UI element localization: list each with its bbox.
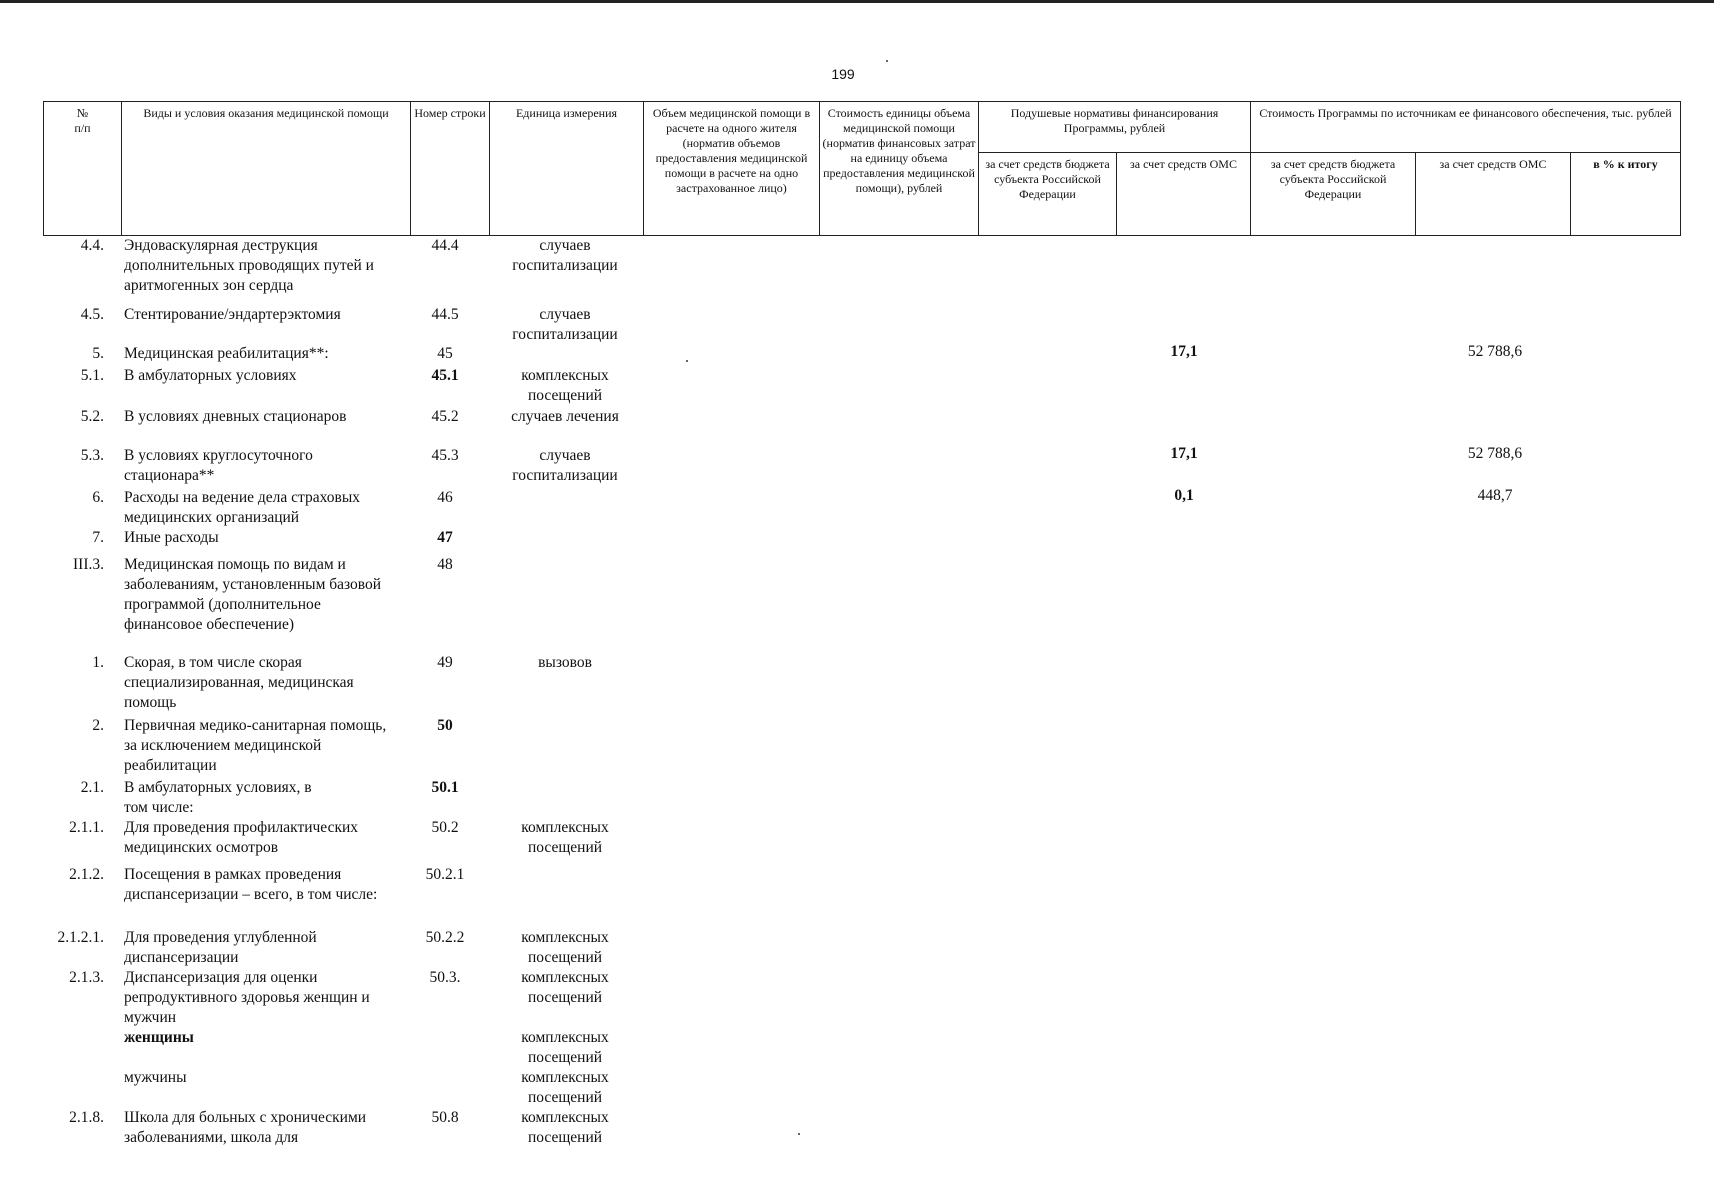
row-4-4-unit: случаев госпитализации	[512, 237, 618, 274]
row-men-unit: комплексных посещений	[521, 1069, 609, 1106]
header-row-no: Номер строки	[414, 106, 486, 120]
row-women-unit: комплексных посещений	[521, 1029, 609, 1066]
row-2-num: 2.	[92, 717, 104, 734]
top-border-line	[0, 0, 1714, 3]
row-5-cost-oms: 52 788,6	[1467, 343, 1523, 360]
row-2-1-8-num: 2.1.8.	[69, 1109, 104, 1126]
row-4-5-row: 44.5	[431, 306, 459, 323]
header-unit: Единица измерения	[515, 106, 618, 120]
row-4-5-num: 4.5.	[80, 306, 104, 323]
row-2-name: Первичная медико-санитарная помощь, за исключением медицинской реабилитации	[124, 717, 387, 774]
row-2-1-num: 2.1.	[80, 779, 104, 796]
scan-dot	[798, 1133, 800, 1135]
row-7-num: 7.	[92, 529, 104, 546]
row-2-1-2-1-name: Для проведения углубленной диспансеризации	[124, 929, 317, 966]
row-7-row: 47	[437, 529, 453, 546]
header-unit-cost: Стоимость единицы объема медицинской помощи (норматив финансовых затрат на единицу объема предоставления медицинской помощи), рублей	[822, 106, 976, 195]
row-2-1-name: В амбулаторных условиях, в том числе:	[124, 779, 312, 816]
row-5-percap-oms: 17,1	[1170, 343, 1198, 360]
row-women-name: женщины	[124, 1029, 194, 1046]
row-6-percap-oms: 0,1	[1174, 487, 1194, 504]
row-4-4-num: 4.4.	[80, 237, 104, 254]
row-5-3-num: 5.3.	[80, 447, 104, 464]
row-2-1-1-num: 2.1.1.	[69, 819, 104, 836]
header-percap-group: Подушевые нормативы финансирования Программы, рублей	[1010, 106, 1219, 135]
row-5-name: Медицинская реабилитация**:	[124, 345, 329, 362]
header-volume: Объем медицинской помощи в расчете на одного жителя (норматив объемов предоставления медицинской помощи в расчете на одно застрахованное лицо)	[652, 106, 811, 195]
row-7-name: Иные расходы	[124, 529, 219, 546]
row-2-row: 50	[437, 717, 453, 734]
row-5-3-cost-oms: 52 788,6	[1467, 445, 1523, 462]
row-5-1-row: 45.1	[431, 367, 459, 384]
row-2-1-3-unit: комплексных посещений	[521, 969, 609, 1006]
row-2-1-2-1-row: 50.2.2	[425, 929, 465, 946]
page-number: 199	[831, 66, 855, 82]
row-2-1-2-1-unit: комплексных посещений	[521, 929, 609, 966]
row-iii-3-name: Медицинская помощь по видам и заболеваниям, установленным базовой программой (дополнительное финансовое обеспечение)	[124, 556, 382, 633]
row-2-1-3-row: 50.3.	[429, 969, 461, 986]
row-2-1-2-row: 50.2.1	[425, 866, 465, 883]
row-5-2-num: 5.2.	[80, 408, 104, 425]
row-5-3-name: В условиях круглосуточного стационара**	[124, 447, 313, 484]
row-1-num: 1.	[92, 654, 104, 671]
table-header	[43, 101, 1681, 236]
row-5-num: 5.	[92, 345, 104, 362]
header-percap-budget: за счет средств бюджета субъекта Российской Федерации	[985, 157, 1110, 201]
row-5-3-row: 45.3	[431, 447, 459, 464]
row-2-1-2-1-num: 2.1.2.1.	[57, 929, 104, 946]
header-cost-oms: за счет средств ОМС	[1439, 157, 1547, 171]
header-num: № п/п	[74, 106, 91, 135]
header-cost-budget: за счет средств бюджета субъекта Российской Федерации	[1270, 157, 1396, 201]
row-5-1-name: В амбулаторных условиях	[124, 367, 297, 384]
row-2-1-2-num: 2.1.2.	[69, 866, 104, 883]
row-2-1-1-row: 50.2	[431, 819, 459, 836]
header-cost-pct: в % к итогу	[1593, 157, 1658, 171]
row-2-1-8-name: Школа для больных с хроническими заболеваниями, школа для	[124, 1109, 367, 1146]
row-5-row: 45	[437, 345, 453, 362]
row-2-1-8-unit: комплексных посещений	[521, 1109, 609, 1146]
row-2-1-3-name: Диспансеризация для оценки репродуктивного здоровья женщин и мужчин	[124, 969, 370, 1026]
row-1-unit: вызовов	[538, 654, 592, 671]
row-5-2-name: В условиях дневных стационаров	[124, 408, 347, 425]
row-iii-3-num: III.3.	[73, 556, 104, 573]
row-2-1-1-unit: комплексных посещений	[521, 819, 609, 856]
row-2-1-row: 50.1	[431, 779, 459, 796]
row-2-1-3-num: 2.1.3.	[69, 969, 104, 986]
row-1-row: 49	[437, 654, 453, 671]
scan-dot	[686, 360, 688, 362]
row-5-2-unit: случаев лечения	[511, 408, 619, 425]
row-6-row: 46	[437, 489, 453, 506]
row-5-1-num: 5.1.	[80, 367, 104, 384]
row-2-1-8-row: 50.8	[431, 1109, 459, 1126]
row-5-3-percap-oms: 17,1	[1170, 445, 1198, 462]
row-4-5-unit: случаев госпитализации	[512, 306, 618, 343]
row-6-name: Расходы на ведение дела страховых медицинских организаций	[124, 489, 360, 526]
row-4-4-row: 44.4	[431, 237, 459, 254]
row-6-cost-oms: 448,7	[1477, 487, 1513, 504]
row-2-1-1-name: Для проведения профилактических медицинских осмотров	[124, 819, 359, 856]
header-percap-oms: за счет средств ОМС	[1130, 157, 1237, 171]
row-6-num: 6.	[92, 489, 104, 506]
row-5-3-unit: случаев госпитализации	[512, 447, 618, 484]
header-cost-group: Стоимость Программы по источникам ее финансового обеспечения, тыс. рублей	[1259, 106, 1672, 120]
row-men-name: мужчины	[124, 1069, 187, 1086]
row-1-name: Скорая, в том числе скорая специализированная, медицинская помощь	[124, 654, 354, 711]
row-iii-3-row: 48	[437, 556, 453, 573]
row-2-1-2-name: Посещения в рамках проведения диспансеризации – всего, в том числе:	[124, 866, 378, 903]
row-5-1-unit: комплексных посещений	[521, 367, 609, 404]
row-4-5-name: Стентирование/эндартерэктомия	[124, 306, 341, 323]
row-4-4-name: Эндоваскулярная деструкция дополнительных проводящих путей и аритмогенных зон сердца	[124, 237, 374, 294]
scan-dot	[886, 60, 888, 62]
row-5-2-row: 45.2	[431, 408, 459, 425]
header-types: Виды и условия оказания медицинской помощи	[143, 106, 389, 120]
